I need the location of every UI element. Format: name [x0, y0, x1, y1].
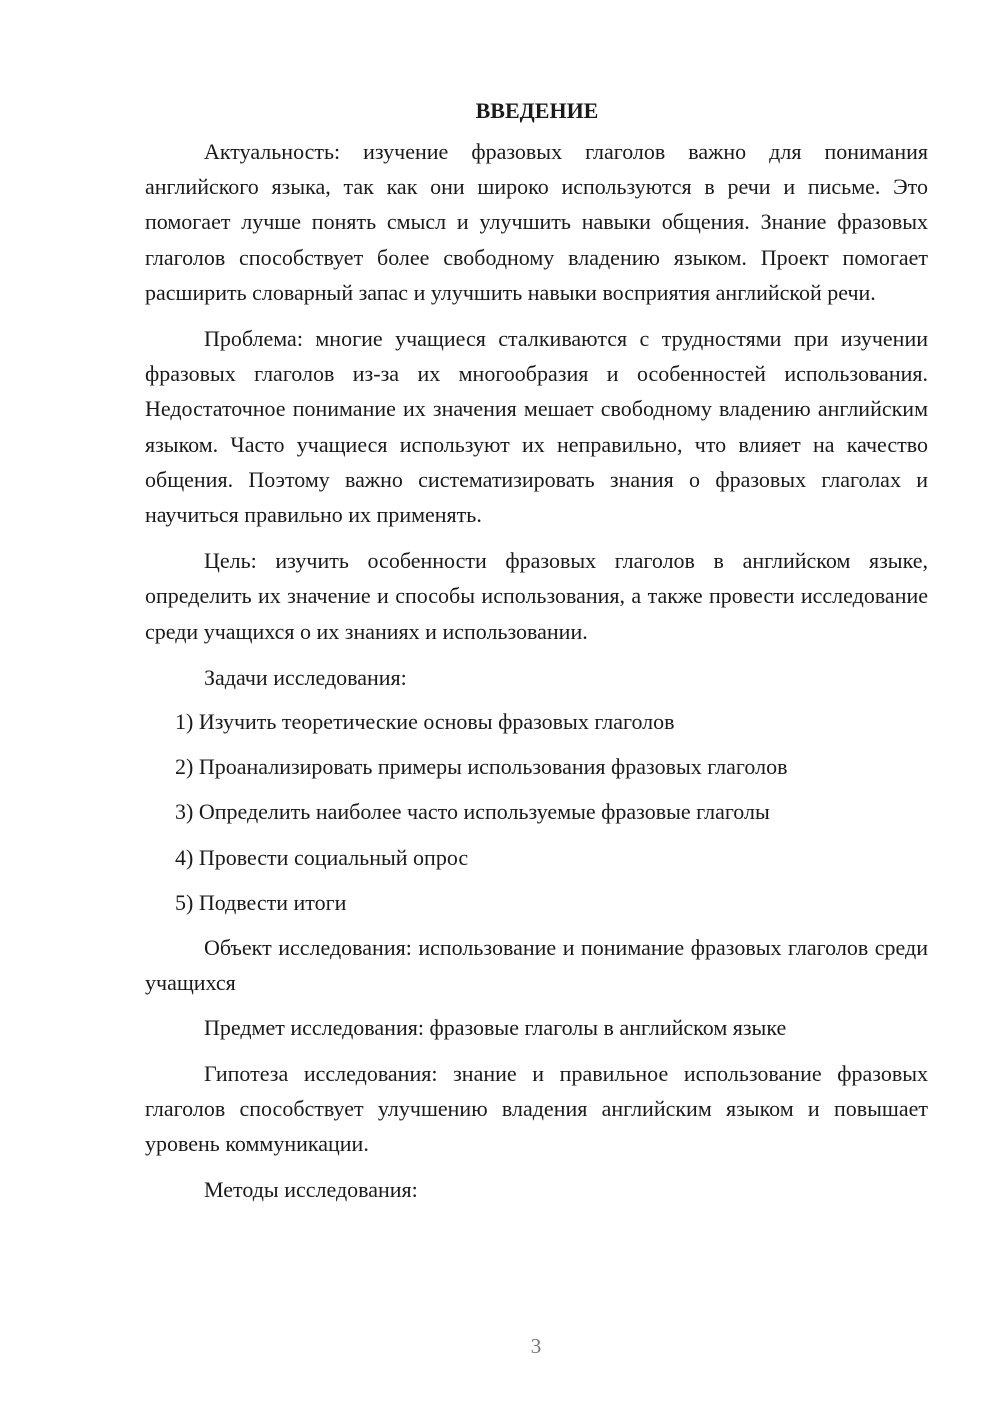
task-item: 5) Подвести итоги	[175, 889, 347, 915]
page-content	[145, 93, 928, 1207]
methods-heading: Методы исследования:	[204, 1177, 418, 1203]
paragraph-goal: Цель: изучить особенности фразовых глаголов в английском языке, определить их значение и способы использования, а также провести исследование среди учащихся о их знаниях и использовании.	[145, 548, 928, 644]
page-number: 3	[530, 1334, 542, 1358]
tasks-heading: Задачи исследования:	[204, 664, 407, 690]
task-item: 2) Проанализировать примеры использования фразовых глаголов	[175, 754, 788, 780]
paragraph-subject: Предмет исследования: фразовые глаголы в английском языке	[204, 1015, 787, 1041]
tasks-list	[145, 704, 928, 920]
section-title: ВВЕДЕНИЕ	[475, 98, 599, 123]
task-item: 4) Провести социальный опрос	[175, 844, 469, 870]
paragraph-relevance: Актуальность: изучение фразовых глаголов важно для понимания английского языка, так как они широко используются в речи и письме. Это помогает лучше понять смысл и улучшить навыки общения. Знание фразовых глаголов способствует более свободному владению языком. Проект помогает расширить словарный запас и улучшить навыки восприятия английской речи.	[145, 139, 928, 305]
paragraph-problem: Проблема: многие учащиеся сталкиваются с трудностями при изучении фразовых глаголов из-за их многообразия и особенностей использования. Недостаточное понимание их значения мешает свободному владению английским языком. Часто учащиеся используют их неправильно, что влияет на качество общения. Поэтому важно систематизировать знания о фразовых глаголах и научиться правильно их применять.	[145, 326, 928, 528]
paragraph-object: Объект исследования: использование и понимание фразовых глаголов среди учащихся	[145, 935, 928, 996]
task-item: 3) Определить наиболее часто используемые фразовые глаголы	[175, 799, 770, 825]
task-item: 1) Изучить теоретические основы фразовых глаголов	[175, 709, 675, 735]
paragraph-hypothesis: Гипотеза исследования: знание и правильное использование фразовых глаголов способствует улучшению владения английским языком и повышает уровень коммуникации.	[145, 1060, 928, 1157]
